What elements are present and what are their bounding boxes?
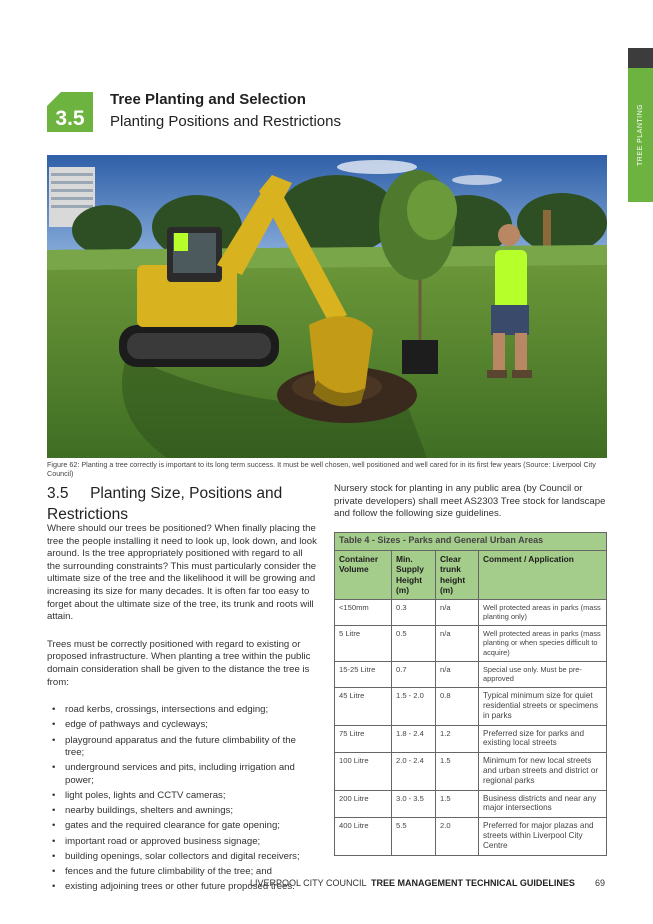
column-header: Comment / Application [479, 550, 607, 599]
list-item: • nearby buildings, shelters and awnings; [47, 805, 317, 818]
table-cell: 0.7 [392, 661, 436, 687]
paragraph-positioning: Where should our trees be positioned? When finally placing the tree the people installing it need to look up, look down, and look around. Is the tree appropriately positioned with regard to all the surrounding constraints? This must particularly consider the ultimate size of the tree and the likelihood it will be growing and increasing its size for many decades. It is often far too easy to forget about the ultimate size of the tree, its trunk and roots will attain. [47, 523, 317, 623]
list-item: • building openings, solar collectors and digital receivers; [47, 851, 317, 864]
distance-list [47, 704, 317, 894]
table-cell: 2.0 [436, 818, 479, 855]
section-subtitle: Planting Positions and Restrictions [110, 113, 341, 130]
table-cell: 1.5 - 2.0 [392, 688, 436, 725]
table-cell: n/a [436, 626, 479, 662]
section-title: Tree Planting and Selection [110, 91, 306, 108]
table-row [335, 790, 607, 818]
list-item: • edge of pathways and cycleways; [47, 719, 317, 732]
table-cell: <150mm [335, 599, 392, 625]
table-cell: Special use only. Must be pre-approved [479, 661, 607, 687]
table-row [335, 661, 607, 687]
table-title: Table 4 - Sizes - Parks and General Urban Areas [335, 533, 607, 551]
table-cell: 0.8 [436, 688, 479, 725]
page-number: 69 [595, 878, 606, 888]
table-cell: Typical minimum size for quiet residential streets or specimens in parks [479, 688, 607, 725]
list-item: • gates and the required clearance for gate opening; [47, 820, 317, 833]
table-row [335, 626, 607, 662]
table-cell: 100 Litre [335, 753, 392, 790]
section-number-badge: 3.5 [47, 92, 93, 132]
list-item: • fences and the future climbability of the tree; and [47, 866, 317, 879]
table-cell: 1.5 [436, 790, 479, 818]
table-row [335, 688, 607, 725]
figure-caption: Figure 62: Planting a tree correctly is important to its long term success. It must be well chosen, well positioned and well cared for in its first few years (Source: Liverpool City Council) [47, 460, 596, 478]
table-cell: 200 Litre [335, 790, 392, 818]
table-cell: 1.2 [436, 725, 479, 753]
list-item: • underground services and pits, including irrigation and power; [47, 762, 317, 787]
list-item: • existing adjoining trees or other future proposed trees. [47, 881, 317, 894]
table-cell: Minimum for new local streets and urban streets and district or regional parks [479, 753, 607, 790]
table-cell: 45 Litre [335, 688, 392, 725]
table-cell: 2.0 - 2.4 [392, 753, 436, 790]
table-cell: Preferred for major plazas and streets within Liverpool City Centre [479, 818, 607, 855]
side-tab-dark-block [628, 48, 653, 68]
table-cell: 0.5 [392, 626, 436, 662]
footer-guide-title: TREE MANAGEMENT TECHNICAL GUIDELINES [371, 878, 575, 888]
section-badge-notch [47, 92, 61, 106]
table-cell: 1.5 [436, 753, 479, 790]
list-item: • road kerbs, crossings, intersections and edging; [47, 704, 317, 717]
side-tab-label: TREE PLANTING [637, 103, 644, 167]
list-item: • light poles, lights and CCTV cameras; [47, 790, 317, 803]
table-cell: n/a [436, 599, 479, 625]
table-row [335, 725, 607, 753]
table-cell: Well protected areas in parks (mass planting or when species difficult to acquire) [479, 626, 607, 662]
table-row [335, 753, 607, 790]
footer-council: LIVERPOOL CITY COUNCIL [250, 878, 367, 888]
column-header: Clear trunk height (m) [436, 550, 479, 599]
sizes-table [334, 532, 607, 856]
table-cell: 5 Litre [335, 626, 392, 662]
table-cell: n/a [436, 661, 479, 687]
list-item: • playground apparatus and the future climbability of the tree; [47, 735, 317, 760]
table-cell: Well protected areas in parks (mass planting only) [479, 599, 607, 625]
section-heading: 3.5 Planting Size, Positions and Restrictions [47, 485, 287, 523]
table-cell: 0.3 [392, 599, 436, 625]
nursery-stock-intro: Nursery stock for planting in any public area (by Council or private developers) shall meet AS2303 Tree stock for landscape and follow the following size guidelines. [334, 483, 606, 520]
column-header: Min. Supply Height (m) [392, 550, 436, 599]
table-row [335, 818, 607, 855]
table-cell: 15-25 Litre [335, 661, 392, 687]
table-row [335, 599, 607, 625]
table-cell: 5.5 [392, 818, 436, 855]
table-cell: 1.8 - 2.4 [392, 725, 436, 753]
table-cell: Preferred size for parks and existing local streets [479, 725, 607, 753]
table-cell: 75 Litre [335, 725, 392, 753]
left-body [47, 523, 317, 896]
column-header: Container Volume [335, 550, 392, 599]
paragraph-infrastructure: Trees must be correctly positioned with regard to existing or proposed infrastructure. When planting a tree within the public domain consideration shall be given to the distance the tree is from: [47, 638, 311, 688]
table-cell: 400 Litre [335, 818, 392, 855]
table-cell: 3.0 - 3.5 [392, 790, 436, 818]
tree-planting-photo [47, 155, 607, 458]
list-item: • important road or approved business signage; [47, 836, 317, 849]
table-cell: Business districts and near any major intersections [479, 790, 607, 818]
